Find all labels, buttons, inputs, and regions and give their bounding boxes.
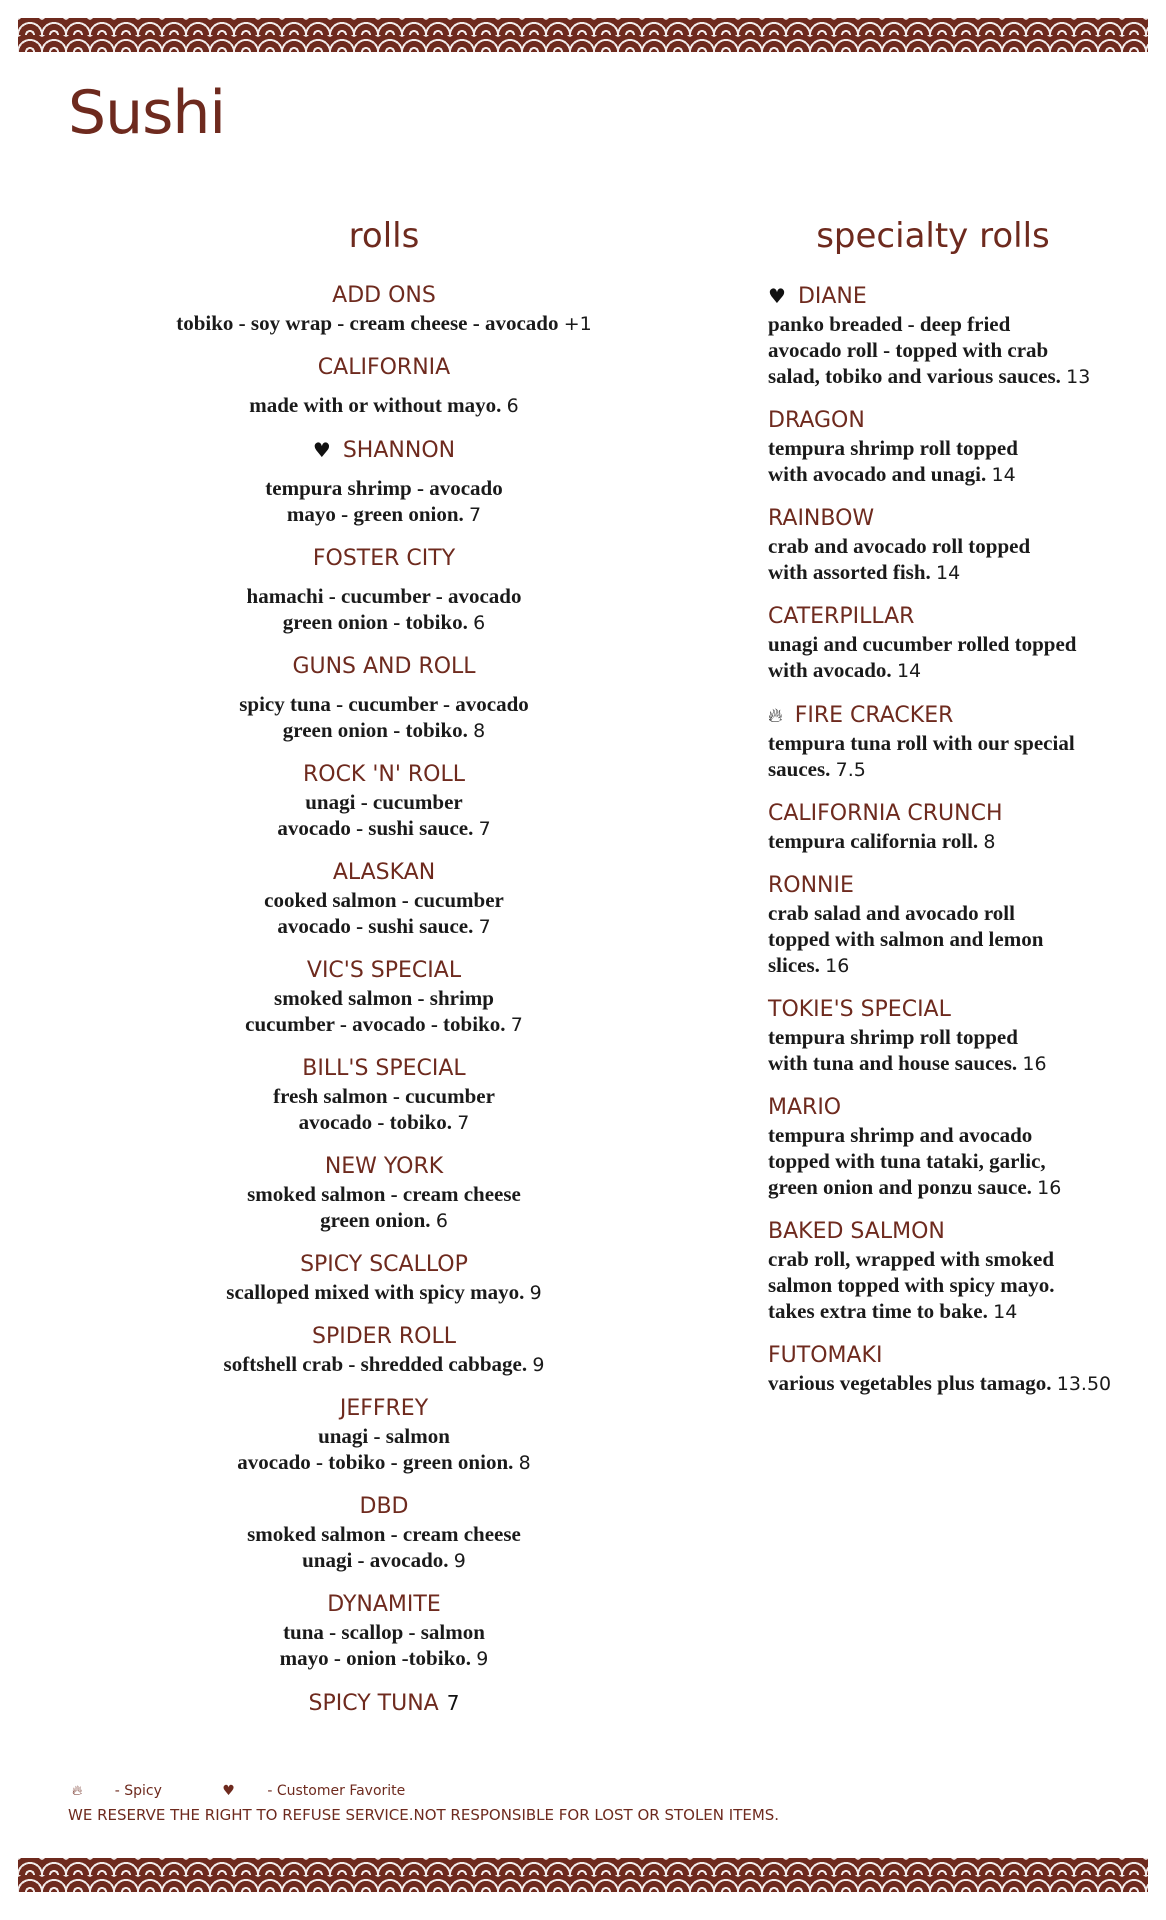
description-line: tobiko - soy wrap - cream cheese - avocado +1	[176, 311, 592, 335]
menu-item-title: JEFFREY	[339, 1396, 429, 1421]
description-line: with avocado and unagi. 14	[768, 462, 1016, 486]
menu-item-name	[768, 1094, 1128, 1122]
menu-item-name	[768, 996, 1128, 1024]
description-line: avocado roll - topped with crab	[768, 338, 1049, 362]
menu-item-name	[768, 1218, 1128, 1246]
menu-item-description	[150, 475, 618, 528]
description-line: crab roll, wrapped with smoked	[768, 1247, 1055, 1271]
menu-item	[150, 859, 618, 940]
menu-item-title: VIC'S SPECIAL	[306, 958, 462, 983]
menu-item-title: MARIO	[768, 1095, 842, 1120]
menu-item-name	[150, 957, 618, 985]
description-line: panko breaded - deep fried	[768, 312, 1011, 336]
menu-item-title: ALASKAN	[332, 860, 436, 885]
menu-item-description	[150, 1279, 618, 1306]
menu-item-name	[768, 407, 1128, 435]
menu-item	[768, 1218, 1128, 1325]
menu-item-name	[150, 1689, 618, 1718]
menu-item-title: SPICY TUNA	[308, 1691, 439, 1716]
description-line: salad, tobiko and various sauces. 13	[768, 364, 1091, 388]
menu-item-title: NEW YORK	[324, 1154, 444, 1179]
menu-item-description	[768, 311, 1128, 390]
menu-item-price: 7	[446, 1691, 460, 1715]
menu-item	[150, 545, 618, 636]
menu-item	[150, 1493, 618, 1574]
menu-item-price: 14	[896, 660, 922, 682]
menu-item-name	[150, 1323, 618, 1351]
menu-item-price: 8	[983, 831, 996, 853]
heart-icon: ♥	[222, 1783, 235, 1799]
menu-item-name	[150, 436, 618, 465]
menu-item-title: SHANNON	[342, 438, 456, 463]
description-line: avocado - tobiko - green onion. 8	[237, 1450, 531, 1474]
menu-item-description	[768, 900, 1128, 979]
description-line: green onion and ponzu sauce. 16	[768, 1175, 1062, 1199]
menu-item-description	[150, 310, 618, 337]
description-line: unagi and cucumber rolled topped	[768, 632, 1077, 656]
description-line: tempura tuna roll with our special	[768, 731, 1075, 755]
menu-item	[150, 1395, 618, 1476]
description-line: with tuna and house sauces. 16	[768, 1051, 1047, 1075]
heart-icon: ♥	[768, 284, 786, 308]
menu-item-title: ADD ONS	[332, 283, 436, 308]
menu-item-name	[768, 1342, 1128, 1370]
menu-item	[150, 761, 618, 842]
menu-item-price: 7	[457, 1112, 470, 1134]
menu-item-price: 9	[453, 1550, 466, 1572]
description-line: topped with tuna tataki, garlic,	[768, 1149, 1046, 1173]
description-line: avocado - tobiko. 7	[298, 1110, 470, 1134]
description-line: unagi - cucumber	[305, 790, 463, 814]
menu-item-description	[768, 730, 1128, 783]
policy-notice: WE RESERVE THE RIGHT TO REFUSE SERVICE.NOT RESPONSIBLE FOR LOST OR STOLEN ITEMS.	[68, 1806, 780, 1824]
menu-item-name	[150, 761, 618, 789]
menu-item-price: 7	[478, 916, 491, 938]
rolls-list	[150, 282, 618, 1718]
menu-item	[150, 282, 618, 337]
menu-item-price: 7.5	[835, 759, 866, 781]
menu-item	[768, 603, 1128, 684]
menu-item	[150, 436, 618, 528]
menu-item-description	[768, 1122, 1128, 1201]
menu-item	[150, 1591, 618, 1672]
menu-item	[768, 407, 1128, 488]
menu-item-title: GUNS AND ROLL	[292, 654, 476, 679]
menu-item-description	[768, 1246, 1128, 1325]
menu-item-title: DBD	[359, 1494, 409, 1519]
menu-item-name	[768, 282, 1128, 311]
menu-item-price: 14	[991, 464, 1016, 486]
menu-item-price: 16	[1037, 1177, 1062, 1199]
description-line: smoked salmon - shrimp	[274, 986, 494, 1010]
menu-item	[768, 996, 1128, 1077]
menu-item-description	[150, 1423, 618, 1476]
menu-item-description	[150, 1083, 618, 1136]
description-line: fresh salmon - cucumber	[273, 1084, 495, 1108]
description-line: topped with salmon and lemon	[768, 927, 1044, 951]
description-line: cucumber - avocado - tobiko. 7	[245, 1012, 523, 1036]
rolls-section	[150, 216, 618, 1735]
decorative-wave-border-top	[18, 18, 1148, 52]
menu-item-name	[150, 859, 618, 887]
menu-item	[150, 1323, 618, 1378]
menu-item-description	[150, 583, 618, 636]
menu-item-price: 9	[529, 1282, 542, 1304]
description-line: cooked salmon - cucumber	[264, 888, 504, 912]
description-line: spicy tuna - cucumber - avocado	[239, 692, 529, 716]
menu-item-description	[150, 1619, 618, 1672]
description-line: unagi - salmon	[318, 1424, 450, 1448]
menu-item-description	[150, 1351, 618, 1378]
description-line: various vegetables plus tamago. 13.50	[768, 1371, 1112, 1395]
description-line: tempura shrimp roll topped	[768, 436, 1018, 460]
menu-item-description	[150, 789, 618, 842]
description-line: green onion. 6	[320, 1208, 448, 1232]
menu-item-name	[150, 1493, 618, 1521]
menu-item-name	[150, 1153, 618, 1181]
menu-item-price: 9	[476, 1648, 489, 1670]
menu-item	[768, 701, 1128, 783]
description-line: smoked salmon - cream cheese	[247, 1182, 521, 1206]
description-line: made with or without mayo. 6	[249, 393, 519, 417]
description-line: mayo - green onion. 7	[286, 502, 482, 526]
menu-item	[768, 1094, 1128, 1201]
specialty-rolls-section-title: specialty rolls	[816, 216, 1050, 256]
menu-item-name	[768, 872, 1128, 900]
description-line: softshell crab - shredded cabbage. 9	[223, 1352, 545, 1376]
menu-item-title: CATERPILLAR	[768, 604, 915, 629]
menu-item-name	[150, 282, 618, 310]
menu-item-title: ROCK 'N' ROLL	[302, 762, 466, 787]
menu-item-price: 8	[518, 1452, 531, 1474]
menu-item-price: 13.50	[1056, 1373, 1112, 1395]
menu-item-price: 6	[506, 395, 519, 417]
menu-item-price: 9	[532, 1354, 545, 1376]
menu-item-title: BILL'S SPECIAL	[302, 1056, 466, 1081]
menu-item-title: FIRE CRACKER	[794, 703, 954, 728]
description-line: crab and avocado roll topped	[768, 534, 1031, 558]
description-line: mayo - onion -tobiko. 9	[279, 1646, 489, 1670]
menu-item-title: DIANE	[797, 284, 867, 309]
description-line: tempura shrimp and avocado	[768, 1123, 1033, 1147]
menu-item-price: 7	[469, 504, 482, 526]
menu-item-price: 6	[435, 1210, 448, 1232]
menu-item	[768, 1342, 1128, 1397]
menu-item-name	[150, 354, 618, 382]
menu-item-name	[768, 603, 1128, 631]
menu-item-title: TOKIE'S SPECIAL	[768, 997, 951, 1022]
description-line: scalloped mixed with spicy mayo. 9	[226, 1280, 542, 1304]
legend	[72, 1783, 461, 1799]
description-line: hamachi - cucumber - avocado	[246, 584, 522, 608]
menu-item-price: 16	[825, 955, 850, 977]
description-line: crab salad and avocado roll	[768, 901, 1015, 925]
menu-item-name	[768, 800, 1128, 828]
menu-item-description	[768, 533, 1128, 586]
page-title: Sushi	[68, 78, 226, 148]
menu-item	[150, 1251, 618, 1306]
menu-item-price: 14	[936, 562, 961, 584]
description-line: avocado - sushi sauce. 7	[277, 816, 491, 840]
menu-item-description	[150, 691, 618, 744]
menu-item-description	[150, 887, 618, 940]
legend-spicy-label: - Spicy	[114, 1783, 162, 1799]
menu-item-title: DYNAMITE	[327, 1592, 441, 1617]
menu-item-title: DRAGON	[768, 408, 865, 433]
description-line: smoked salmon - cream cheese	[247, 1522, 521, 1546]
menu-item-description	[150, 985, 618, 1038]
menu-item-description	[150, 392, 618, 419]
description-line: unagi - avocado. 9	[302, 1548, 466, 1572]
menu-item-description	[150, 1181, 618, 1234]
menu-item-price: 6	[473, 612, 486, 634]
menu-item-description	[768, 631, 1128, 684]
description-line: with assorted fish. 14	[768, 560, 961, 584]
description-line: tempura california roll. 8	[768, 829, 996, 853]
menu-item-name	[150, 545, 618, 573]
menu-item	[150, 653, 618, 744]
decorative-wave-border-bottom	[18, 1858, 1148, 1892]
menu-item-description	[768, 435, 1128, 488]
description-line: avocado - sushi sauce. 7	[277, 914, 491, 938]
menu-item-price: 7	[510, 1014, 523, 1036]
legend-favorite-label: - Customer Favorite	[267, 1783, 406, 1799]
menu-item-description	[768, 828, 1128, 855]
menu-item-price: 7	[478, 818, 491, 840]
legend-favorite	[222, 1783, 433, 1799]
description-line: with avocado. 14	[768, 658, 922, 682]
description-line: sauces. 7.5	[768, 757, 866, 781]
menu-item-name	[150, 1591, 618, 1619]
menu-item-title: CALIFORNIA CRUNCH	[768, 801, 1003, 826]
menu-item-price: 13	[1066, 366, 1091, 388]
menu-item-description	[150, 1521, 618, 1574]
menu-item-name	[150, 1055, 618, 1083]
description-line: tempura shrimp - avocado	[265, 476, 503, 500]
menu-item-title: BAKED SALMON	[768, 1219, 945, 1244]
menu-item-price: 14	[993, 1301, 1018, 1323]
heart-icon: ♥	[312, 438, 331, 462]
menu-item-price: +1	[563, 313, 592, 335]
menu-item-name	[150, 1251, 618, 1279]
menu-item	[150, 1055, 618, 1136]
menu-item-title: FOSTER CITY	[312, 546, 456, 571]
menu-item-name	[768, 701, 1128, 730]
description-line: tempura shrimp roll topped	[768, 1025, 1018, 1049]
menu-item	[150, 354, 618, 419]
menu-item	[150, 1153, 618, 1234]
rolls-section-title: rolls	[348, 216, 420, 256]
menu-item-title: SPIDER ROLL	[312, 1324, 456, 1349]
menu-item-title: RAINBOW	[768, 506, 875, 531]
menu-item-description	[768, 1370, 1128, 1397]
description-line: green onion - tobiko. 8	[282, 718, 486, 742]
description-line: takes extra time to bake. 14	[768, 1299, 1018, 1323]
flame-icon: 🔥︎	[72, 1783, 83, 1799]
description-line: slices. 16	[768, 953, 850, 977]
menu-item	[768, 872, 1128, 979]
menu-item-title: RONNIE	[768, 873, 854, 898]
menu-item	[150, 957, 618, 1038]
menu-item-title: CALIFORNIA	[317, 355, 451, 380]
menu-item-name	[150, 653, 618, 681]
legend-spicy	[72, 1783, 190, 1799]
specialty-rolls-list	[768, 282, 1128, 1397]
menu-item-description	[768, 1024, 1128, 1077]
menu-item	[768, 505, 1128, 586]
menu-item	[150, 1689, 618, 1718]
menu-item-title: SPICY SCALLOP	[300, 1252, 468, 1277]
description-line: salmon topped with spicy mayo.	[768, 1273, 1055, 1297]
description-line: tuna - scallop - salmon	[283, 1620, 485, 1644]
menu-item-title: FUTOMAKI	[768, 1343, 883, 1368]
menu-item	[768, 800, 1128, 855]
menu-item-price: 8	[473, 720, 486, 742]
menu-item-price: 16	[1022, 1053, 1047, 1075]
flame-icon: 🔥︎	[768, 703, 783, 727]
menu-item	[768, 282, 1128, 390]
menu-item-name	[150, 1395, 618, 1423]
description-line: green onion - tobiko. 6	[282, 610, 486, 634]
specialty-rolls-section	[768, 216, 1128, 1414]
menu-item-name	[768, 505, 1128, 533]
